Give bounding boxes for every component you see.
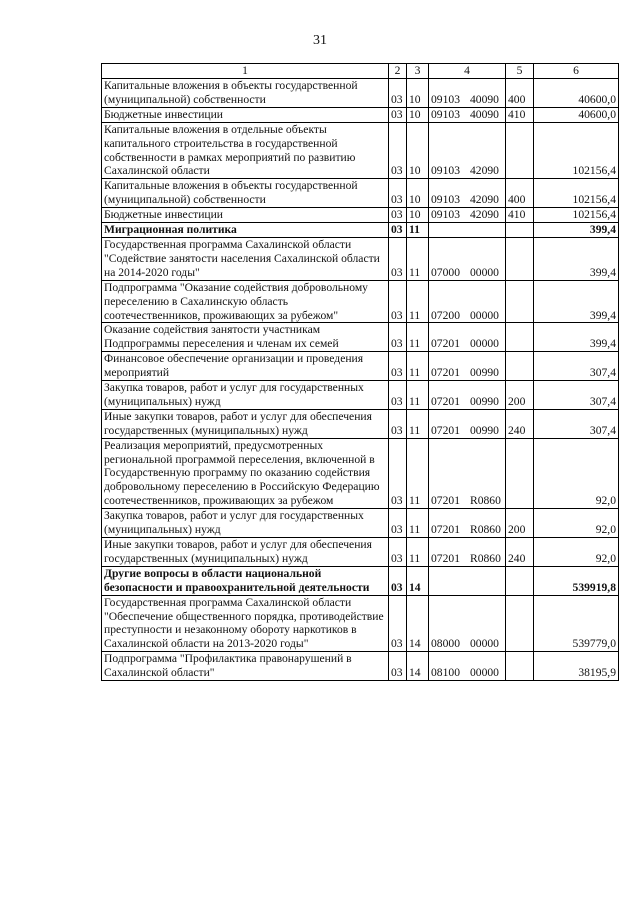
target-article-part-a: 07201 <box>431 523 460 537</box>
amount-cell: 399,4 <box>534 280 619 323</box>
table-row <box>102 652 619 681</box>
amount-cell: 102156,4 <box>534 208 619 223</box>
row-name-cell: Капитальные вложения в объекты государственной (муниципальной) собственности <box>102 79 389 108</box>
target-article-part-b: 00000 <box>469 265 499 279</box>
table-row <box>102 566 619 595</box>
table-body <box>102 64 619 681</box>
target-article-part-a: 07201 <box>431 366 460 380</box>
expense-type-cell <box>506 595 534 652</box>
header-cell: 5 <box>506 64 534 79</box>
expense-type-cell <box>506 122 534 179</box>
row-name-cell: Капитальные вложения в отдельные объекты капитального строительства в государственной собственности в рамках мероприятий по развитию Сахалинской области <box>102 122 389 179</box>
amount-cell: 539779,0 <box>534 595 619 652</box>
table-row <box>102 409 619 438</box>
section-code-cell: 03 <box>389 352 407 381</box>
expense-type-cell <box>506 438 534 509</box>
row-name-cell: Финансовое обеспечение организации и проведения мероприятий <box>102 352 389 381</box>
section-code-cell: 03 <box>389 323 407 352</box>
section-code-cell: 03 <box>389 595 407 652</box>
table-row <box>102 352 619 381</box>
subsection-code-cell: 11 <box>407 323 429 352</box>
target-article-part-b: 40090 <box>469 92 499 106</box>
expense-type-cell: 410 <box>506 107 534 122</box>
target-article-cell <box>429 409 506 438</box>
header-cell: 3 <box>407 64 429 79</box>
amount-cell: 38195,9 <box>534 652 619 681</box>
amount-cell: 92,0 <box>534 538 619 567</box>
row-name-cell: Государственная программа Сахалинской области "Обеспечение общественного порядка, противодействие преступности и незаконному обороту наркотиков в Сахалинской области на 2013-2020 годы" <box>102 595 389 652</box>
expense-type-cell <box>506 352 534 381</box>
table-row <box>102 280 619 323</box>
section-code-cell: 03 <box>389 409 407 438</box>
row-name-cell: Государственная программа Сахалинской области "Содействие занятости населения Сахалинской области на 2014-2020 годы" <box>102 237 389 280</box>
expense-type-cell: 240 <box>506 538 534 567</box>
target-article-cell <box>429 179 506 208</box>
target-article-cell <box>429 352 506 381</box>
row-name-cell: Иные закупки товаров, работ и услуг для обеспечения государственных (муниципальных) нужд <box>102 538 389 567</box>
section-code-cell: 03 <box>389 652 407 681</box>
subsection-code-cell: 10 <box>407 208 429 223</box>
section-code-cell: 03 <box>389 438 407 509</box>
table-row <box>102 509 619 538</box>
row-name-cell: Подпрограмма "Оказание содействия добровольному переселению в Сахалинскую область соотечественников, проживающих за рубежом" <box>102 280 389 323</box>
target-article-cell <box>429 79 506 108</box>
subsection-code-cell: 10 <box>407 79 429 108</box>
budget-table <box>101 63 619 681</box>
table-row <box>102 179 619 208</box>
target-article-part-a: 09103 <box>431 208 460 222</box>
row-name-cell: Подпрограмма "Профилактика правонарушений в Сахалинской области" <box>102 652 389 681</box>
subsection-code-cell: 11 <box>407 509 429 538</box>
row-name-cell: Бюджетные инвестиции <box>102 208 389 223</box>
target-article-part-a: 07201 <box>431 394 460 408</box>
target-article-cell <box>429 538 506 567</box>
target-article-cell <box>429 566 506 595</box>
header-cell: 4 <box>429 64 506 79</box>
row-name-cell: Капитальные вложения в объекты государственной (муниципальной) собственности <box>102 179 389 208</box>
table-row <box>102 79 619 108</box>
target-article-cell <box>429 595 506 652</box>
amount-cell: 539919,8 <box>534 566 619 595</box>
table-row <box>102 595 619 652</box>
row-name-cell: Реализация мероприятий, предусмотренных региональной программой переселения, включенной в Государственную программу по оказанию содействия добровольному переселению в Российскую Федерацию соотечественников, проживающих за рубежом <box>102 438 389 509</box>
section-code-cell: 03 <box>389 280 407 323</box>
target-article-part-b: R0860 <box>469 523 501 537</box>
amount-cell: 307,4 <box>534 409 619 438</box>
subsection-code-cell: 14 <box>407 566 429 595</box>
section-code-cell: 03 <box>389 179 407 208</box>
amount-cell: 40600,0 <box>534 107 619 122</box>
amount-cell: 307,4 <box>534 352 619 381</box>
row-name-cell: Закупка товаров, работ и услуг для государственных (муниципальных) нужд <box>102 381 389 410</box>
target-article-part-b: 00990 <box>469 366 499 380</box>
table-row <box>102 323 619 352</box>
expense-type-cell <box>506 652 534 681</box>
target-article-cell <box>429 509 506 538</box>
amount-cell: 92,0 <box>534 438 619 509</box>
page-number: 31 <box>313 33 327 48</box>
target-article-part-a: 09103 <box>431 92 460 106</box>
expense-type-cell: 400 <box>506 79 534 108</box>
table-row <box>102 538 619 567</box>
target-article-part-b: 42090 <box>469 208 499 222</box>
target-article-cell <box>429 280 506 323</box>
target-article-part-a: 07201 <box>431 423 460 437</box>
section-code-cell: 03 <box>389 566 407 595</box>
table-row <box>102 381 619 410</box>
amount-cell: 102156,4 <box>534 122 619 179</box>
amount-cell: 307,4 <box>534 381 619 410</box>
subsection-code-cell: 11 <box>407 280 429 323</box>
target-article-cell <box>429 208 506 223</box>
target-article-part-a: 09103 <box>431 193 460 207</box>
target-article-part-b: R0860 <box>469 551 501 565</box>
table-row <box>102 438 619 509</box>
amount-cell: 102156,4 <box>534 179 619 208</box>
target-article-cell <box>429 107 506 122</box>
target-article-part-a: 07000 <box>431 265 460 279</box>
section-code-cell: 03 <box>389 107 407 122</box>
target-article-part-b: 00000 <box>469 666 499 680</box>
target-article-part-b: 40090 <box>469 107 499 121</box>
section-code-cell: 03 <box>389 538 407 567</box>
expense-type-cell: 410 <box>506 208 534 223</box>
target-article-cell <box>429 438 506 509</box>
target-article-part-a: 09103 <box>431 164 460 178</box>
target-article-part-a: 07200 <box>431 308 460 322</box>
row-name-cell: Оказание содействия занятости участникам Подпрограммы переселения и членам их семей <box>102 323 389 352</box>
target-article-part-a: 07201 <box>431 337 460 351</box>
target-article-cell <box>429 122 506 179</box>
target-article-cell <box>429 223 506 238</box>
table-row <box>102 107 619 122</box>
target-article-cell <box>429 652 506 681</box>
amount-cell: 399,4 <box>534 323 619 352</box>
row-name-cell: Закупка товаров, работ и услуг для государственных (муниципальных) нужд <box>102 509 389 538</box>
target-article-cell <box>429 237 506 280</box>
header-cell: 6 <box>534 64 619 79</box>
subsection-code-cell: 10 <box>407 179 429 208</box>
expense-type-cell <box>506 223 534 238</box>
target-article-cell <box>429 323 506 352</box>
target-article-part-a: 07201 <box>431 494 460 508</box>
expense-type-cell <box>506 566 534 595</box>
amount-cell: 40600,0 <box>534 79 619 108</box>
target-article-part-a: 08000 <box>431 637 460 651</box>
expense-type-cell <box>506 280 534 323</box>
expense-type-cell <box>506 323 534 352</box>
row-name-cell: Другие вопросы в области национальной безопасности и правоохранительной деятельности <box>102 566 389 595</box>
row-name-cell: Иные закупки товаров, работ и услуг для обеспечения государственных (муниципальных) нужд <box>102 409 389 438</box>
subsection-code-cell: 11 <box>407 409 429 438</box>
row-name-cell: Миграционная политика <box>102 223 389 238</box>
subsection-code-cell: 14 <box>407 595 429 652</box>
section-code-cell: 03 <box>389 381 407 410</box>
target-article-part-b: R0860 <box>469 494 501 508</box>
subsection-code-cell: 14 <box>407 652 429 681</box>
header-cell: 2 <box>389 64 407 79</box>
target-article-part-b: 00000 <box>469 337 499 351</box>
section-code-cell: 03 <box>389 208 407 223</box>
expense-type-cell: 200 <box>506 509 534 538</box>
target-article-part-b: 00000 <box>469 308 499 322</box>
target-article-part-b: 00990 <box>469 394 499 408</box>
amount-cell: 399,4 <box>534 223 619 238</box>
table-row <box>102 223 619 238</box>
subsection-code-cell: 11 <box>407 381 429 410</box>
target-article-part-b: 00990 <box>469 423 499 437</box>
target-article-part-b: 00000 <box>469 637 499 651</box>
section-code-cell: 03 <box>389 79 407 108</box>
expense-type-cell <box>506 237 534 280</box>
section-code-cell: 03 <box>389 122 407 179</box>
header-cell: 1 <box>102 64 389 79</box>
amount-cell: 399,4 <box>534 237 619 280</box>
target-article-cell <box>429 381 506 410</box>
target-article-part-a: 07201 <box>431 551 460 565</box>
subsection-code-cell: 11 <box>407 438 429 509</box>
header-row <box>102 64 619 79</box>
target-article-part-a: 08100 <box>431 666 460 680</box>
subsection-code-cell: 10 <box>407 107 429 122</box>
subsection-code-cell: 11 <box>407 223 429 238</box>
target-article-part-b: 42090 <box>469 164 499 178</box>
expense-type-cell: 200 <box>506 381 534 410</box>
row-name-cell: Бюджетные инвестиции <box>102 107 389 122</box>
subsection-code-cell: 11 <box>407 352 429 381</box>
target-article-part-a: 09103 <box>431 107 460 121</box>
subsection-code-cell: 11 <box>407 237 429 280</box>
section-code-cell: 03 <box>389 223 407 238</box>
subsection-code-cell: 10 <box>407 122 429 179</box>
table-row <box>102 208 619 223</box>
table-row <box>102 237 619 280</box>
expense-type-cell: 240 <box>506 409 534 438</box>
section-code-cell: 03 <box>389 509 407 538</box>
section-code-cell: 03 <box>389 237 407 280</box>
expense-type-cell: 400 <box>506 179 534 208</box>
target-article-part-b: 42090 <box>469 193 499 207</box>
amount-cell: 92,0 <box>534 509 619 538</box>
table-row <box>102 122 619 179</box>
subsection-code-cell: 11 <box>407 538 429 567</box>
